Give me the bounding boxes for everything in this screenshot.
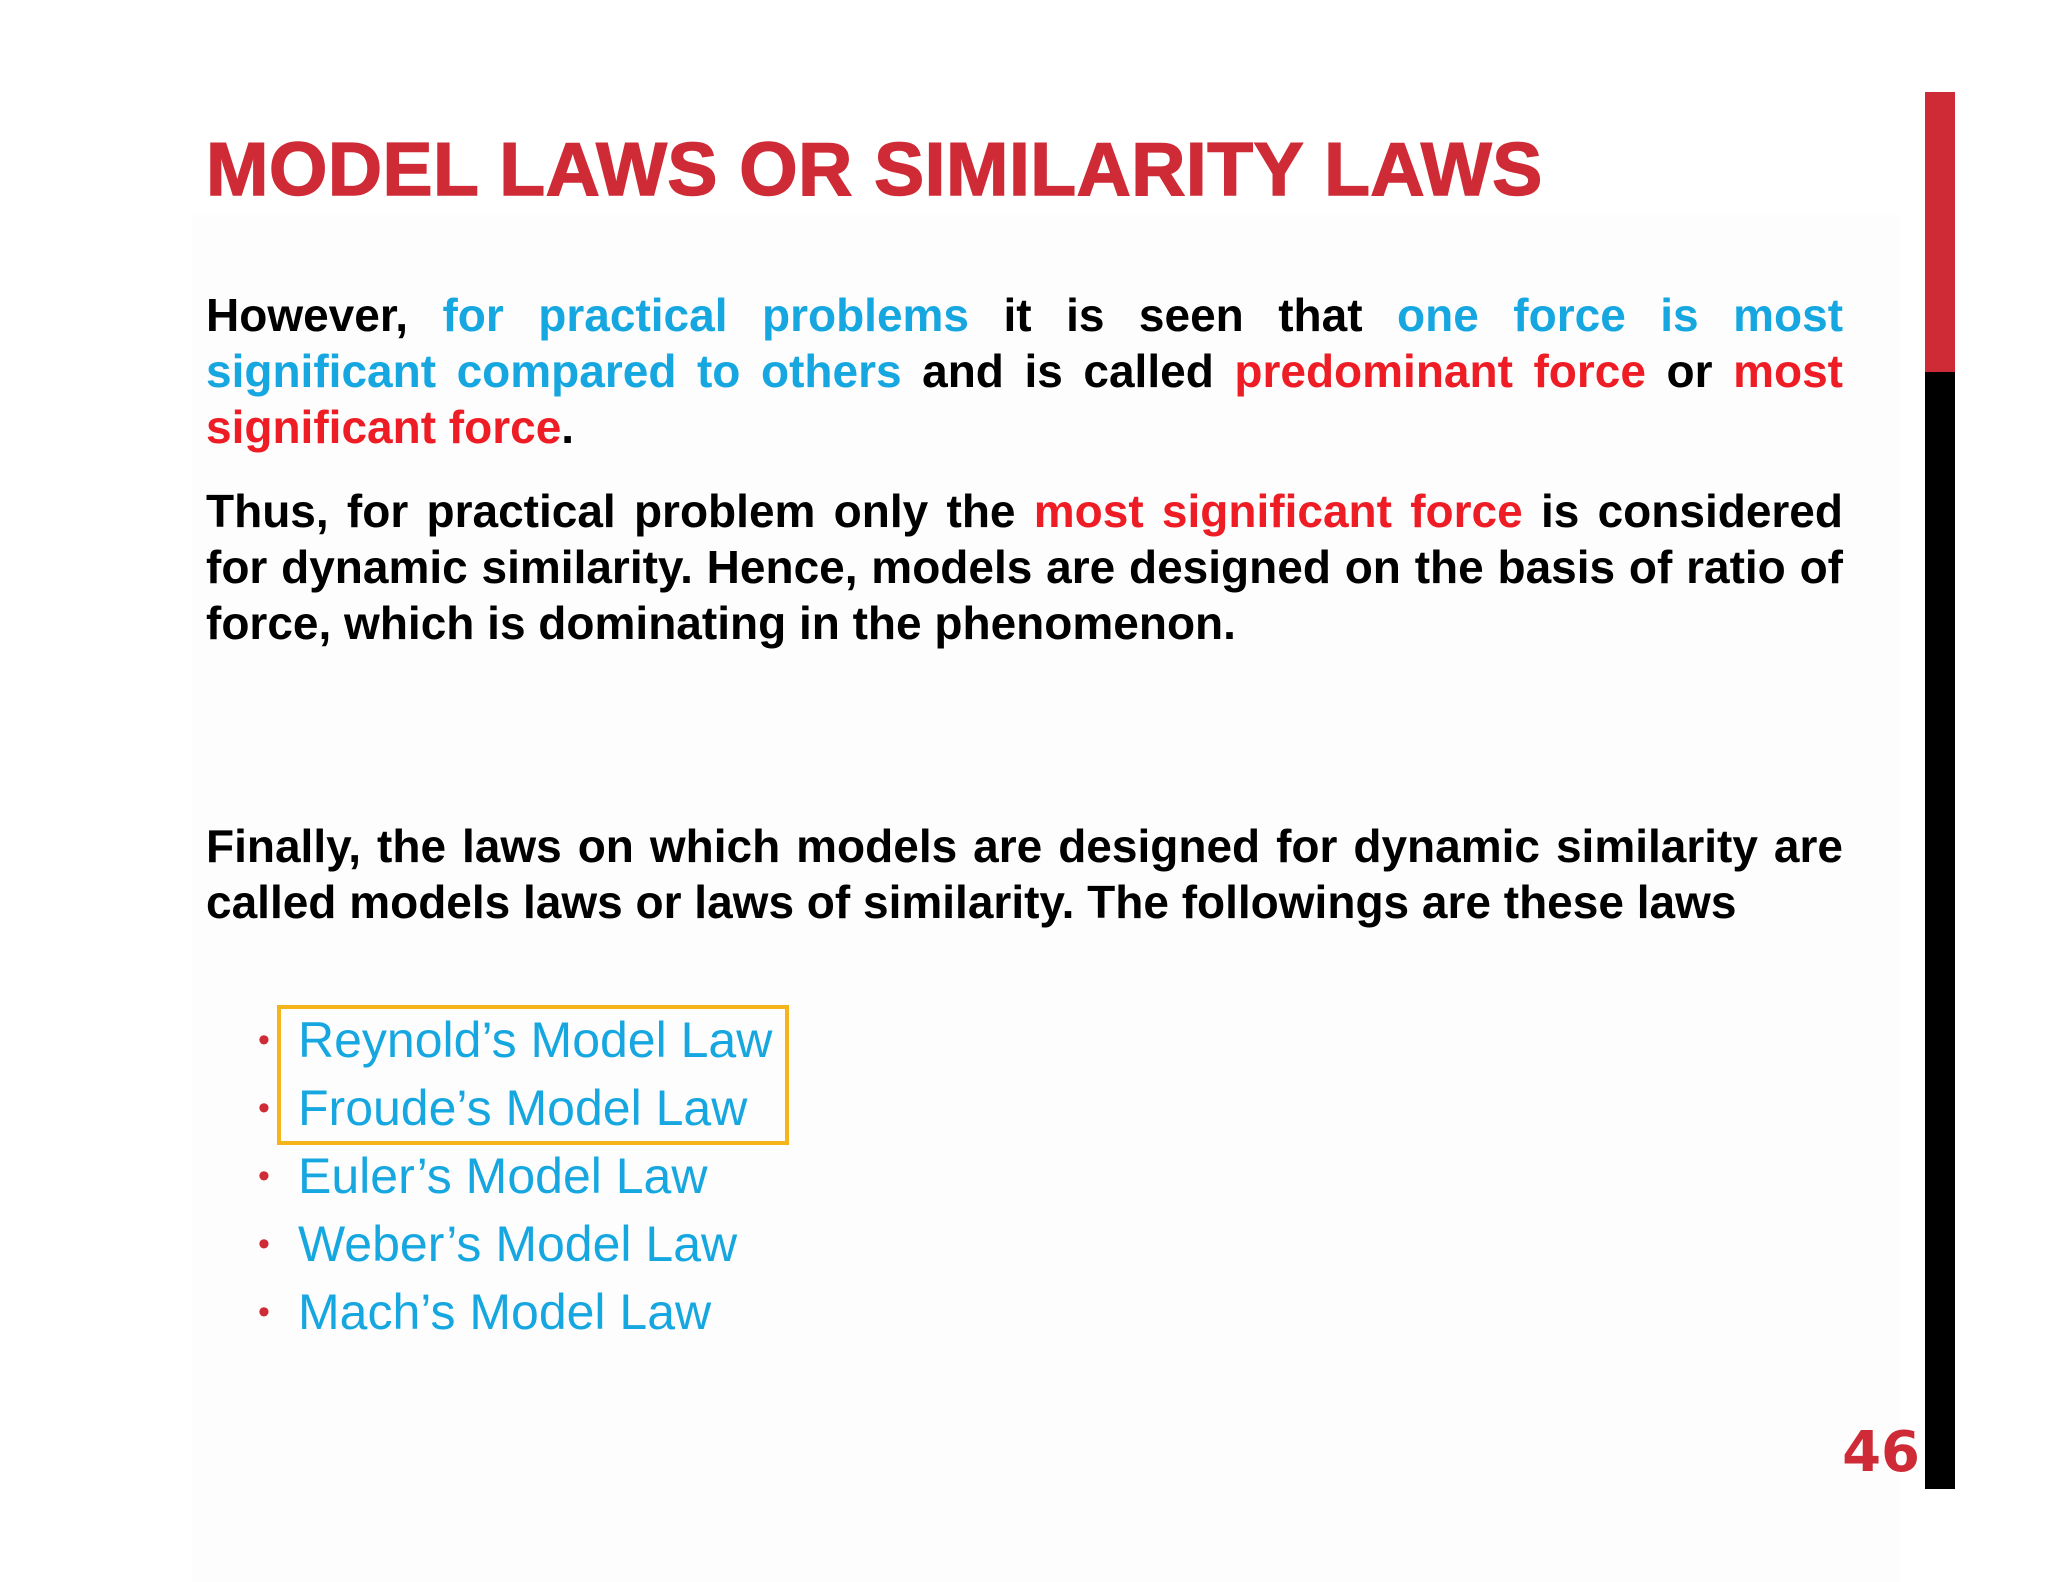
highlight-most-significant-force: most significant force [206,345,1843,453]
paragraph-predominant-force [206,287,1843,455]
bullet-icon: • [258,1021,270,1059]
highlight-predominant-force: predominant force [1234,345,1646,397]
accent-bar-red [1925,92,1955,372]
law-label: Euler’s Model Law [298,1148,708,1204]
text-span: However, [206,289,443,341]
text-span: Thus, for practical problem only the [206,485,1034,537]
list-item-machs-law [258,1278,772,1346]
law-label: Reynold’s Model Law [298,1012,773,1068]
paragraph-dynamic-similarity [206,483,1843,651]
text-span: it is seen that [969,289,1398,341]
accent-bar-black [1925,372,1955,1489]
law-label: Mach’s Model Law [298,1284,712,1340]
text-span: is considered for dynamic similarity. Hence, models are designed on the basis of ratio of force, which is dominating in the phenomenon. [206,485,1843,649]
text-span: or [1645,345,1734,397]
page-number: 46 [1842,1420,1920,1485]
highlight-box [277,1005,789,1145]
list-item-eulers-law [258,1142,772,1210]
text-span: and is called [901,345,1235,397]
slide-title: MODEL LAWS OR SIMILARITY LAWS [206,127,1543,211]
bullet-icon: • [258,1293,270,1331]
bullet-icon: • [258,1157,270,1195]
law-label: Weber’s Model Law [298,1216,738,1272]
text-span: . [561,401,575,453]
paragraph-model-laws: Finally, the laws on which models are designed for dynamic similarity are called models laws or laws of similarity. The followings are these laws [206,820,1843,928]
highlight-practical-problems: for practical problems [442,289,970,341]
highlight-most-significant-force: most significant force [1033,485,1523,537]
highlight-one-force: one force is most significant compared to others [206,289,1844,397]
law-label: Froude’s Model Law [298,1080,748,1136]
bullet-icon: • [258,1225,270,1263]
list-item-webers-law [258,1210,772,1278]
bullet-icon: • [258,1089,270,1127]
